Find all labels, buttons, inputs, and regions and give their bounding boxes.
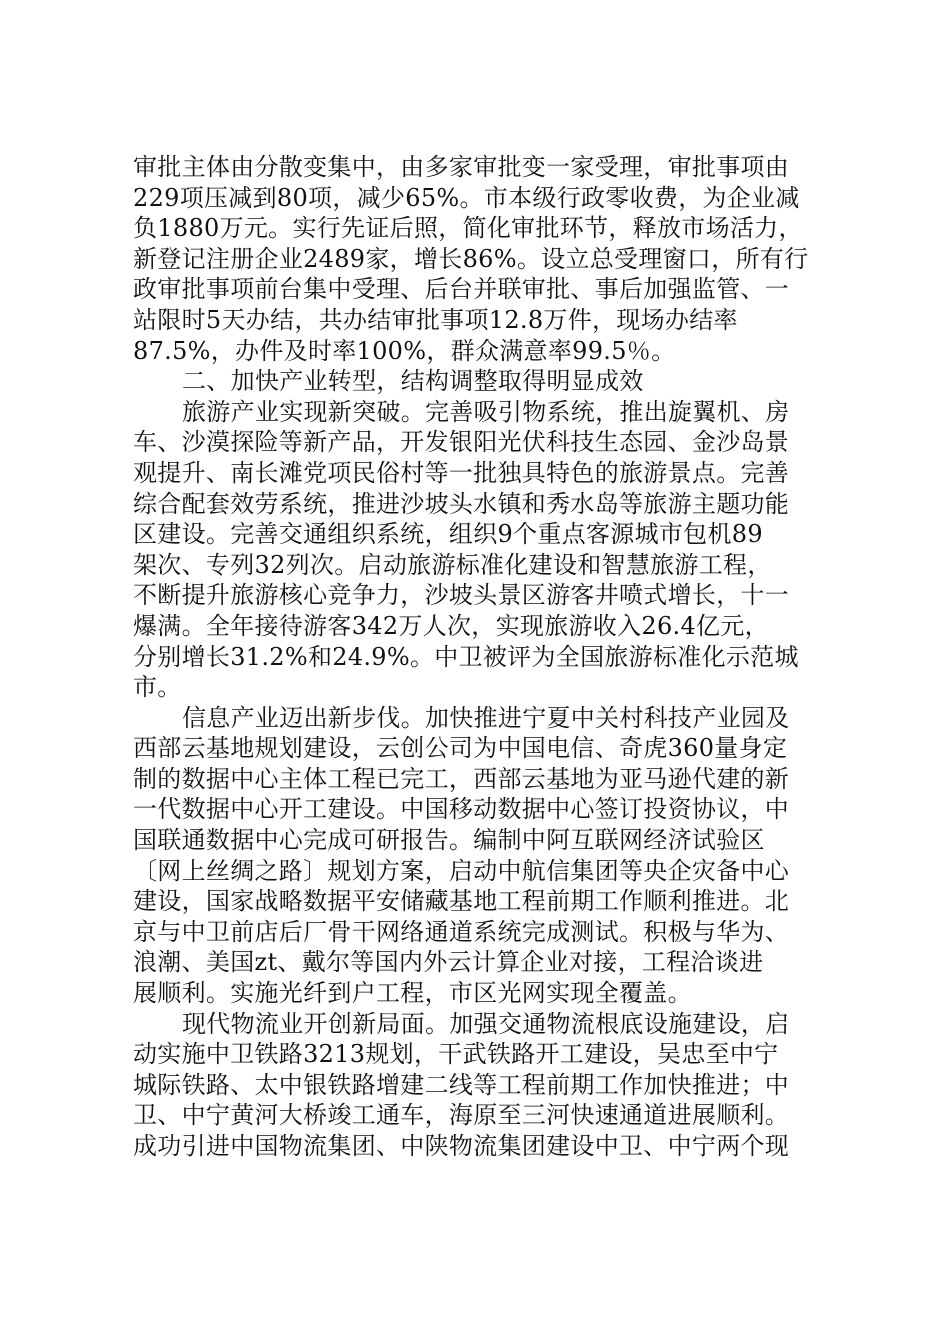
text-line: 国联通数据中心完成可研报告。编制中阿互联网经济试验区 bbox=[133, 826, 765, 855]
text-line: 浪潮、美国zt、戴尔等国内外云计算企业对接，工程洽谈进 bbox=[133, 948, 764, 977]
text-line: 观提升、南长滩党项民俗村等一批独具特色的旅游景点。完善 bbox=[133, 458, 790, 487]
text-line: 建设，国家战略数据平安储藏基地工程前期工作顺利推进。北 bbox=[133, 887, 790, 916]
text-line: 爆满。全年接待游客342万人次，实现旅游收入26.4亿元， bbox=[133, 611, 769, 640]
text-line: 229项压减到80项，减少65%。市本级行政零收费，为企业减 bbox=[133, 183, 800, 212]
text-line: 车、沙漠探险等新产品，开发银阳光伏科技生态园、金沙岛景 bbox=[133, 428, 790, 457]
text-line: 政审批事项前台集中受理、后台并联审批、事后加强监管、一 bbox=[133, 275, 790, 304]
text-line: 负1880万元。实行先证后照，简化审批环节，释放市场活力， bbox=[133, 214, 803, 243]
paragraph-first-line: 现代物流业开创新局面。加强交通物流根底设施建设，启 bbox=[182, 1009, 790, 1038]
text-line: 分别增长31.2%和24.9%。中卫被评为全国旅游标准化示范城 bbox=[133, 642, 799, 671]
text-line: 制的数据中心主体工程已完工，西部云基地为亚马逊代建的新 bbox=[133, 764, 790, 793]
text-line: 市。 bbox=[133, 673, 182, 702]
paragraph-first-line: 信息产业迈出新步伐。加快推进宁夏中关村科技产业园及 bbox=[182, 703, 790, 732]
text-line: 区建设。完善交通组织系统，组织9个重点客源城市包机89 bbox=[133, 520, 763, 549]
text-line: 展顺利。实施光纤到户工程，市区光网实现全覆盖。 bbox=[133, 979, 692, 1008]
text-line: 新登记注册企业2489家，增长86%。设立总受理窗口，所有行 bbox=[133, 244, 809, 273]
text-line: 综合配套效劳系统，推进沙坡头水镇和秀水岛等旅游主题功能 bbox=[133, 489, 790, 518]
text-line: 不断提升旅游核心竞争力，沙坡头景区游客井喷式增长，十一 bbox=[133, 581, 790, 610]
document-body bbox=[133, 152, 823, 1162]
text-line: 卫、中宁黄河大桥竣工通车，海原至三河快速通道进展顺利。 bbox=[133, 1101, 790, 1130]
text-line: 成功引进中国物流集团、中陕物流集团建设中卫、中宁两个现 bbox=[133, 1132, 790, 1160]
paragraph-first-line: 旅游产业实现新突破。完善吸引物系统，推出旋翼机、房 bbox=[182, 397, 790, 426]
paragraph-first-line: 二、加快产业转型，结构调整取得明显成效 bbox=[182, 367, 644, 396]
text-line: 审批主体由分散变集中，由多家审批变一家受理，审批事项由 bbox=[133, 153, 790, 181]
text-line: 京与中卫前店后厂骨干网络通道系统完成测试。积极与华为、 bbox=[133, 917, 790, 946]
text-line: 动实施中卫铁路3213规划，干武铁路开工建设，吴忠至中宁 bbox=[133, 1040, 779, 1069]
text-line: 架次、专列32列次。启动旅游标准化建设和智慧旅游工程， bbox=[133, 550, 772, 579]
text-line: 一代数据中心开工建设。中国移动数据中心签订投资协议，中 bbox=[133, 795, 790, 824]
text-line: 西部云基地规划建设，云创公司为中国电信、奇虎360量身定 bbox=[133, 734, 788, 763]
text-line: 城际铁路、太中银铁路增建二线等工程前期工作加快推进；中 bbox=[133, 1070, 790, 1099]
text-line: 〔网上丝绸之路〕规划方案，启动中航信集团等央企灾备中心 bbox=[133, 856, 790, 885]
text-line: 站限时5天办结，共办结审批事项12.8万件，现场办结率 bbox=[133, 305, 738, 334]
text-line: 87.5%，办件及时率100%，群众满意率99.5％。 bbox=[133, 336, 676, 365]
